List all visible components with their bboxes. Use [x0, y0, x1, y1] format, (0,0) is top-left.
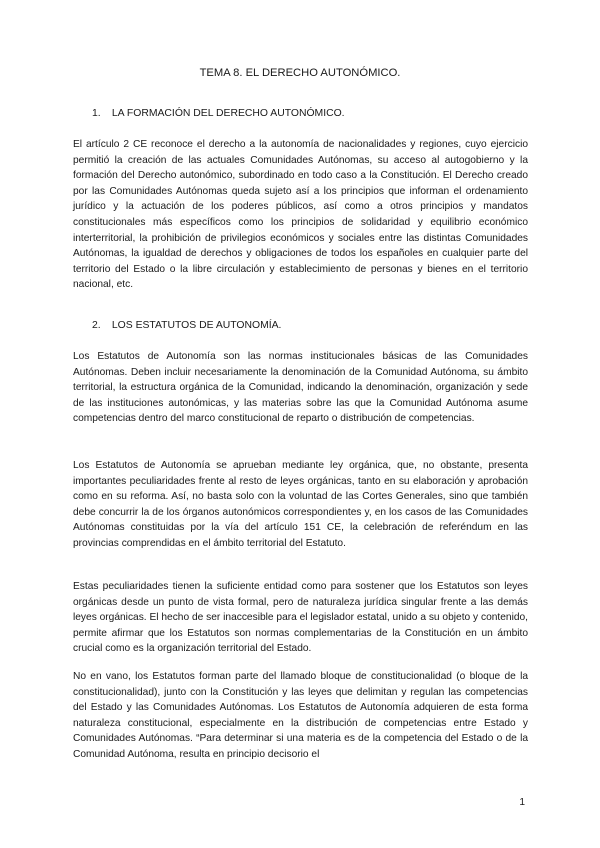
- paragraph: Los Estatutos de Autonomía se aprueban mediante ley orgánica, que, no obstante, presenta importantes peculiaridades frente al resto de leyes orgánicas, tanto en su elaboración y aprobación como en su reforma. Así, no basta solo con la voluntad de las Cortes Generales, sino que también debe concurrir la de los órganos autonómicos correspondientes y, en los casos de las Comunidades Autónomas constituidas por la vía del artículo 151 CE, la celebración de referéndum en las provincias comprendidas en el ámbito territorial del Estatuto.: [73, 460, 528, 549]
- section-title: LOS ESTATUTOS DE AUTONOMÍA.: [111, 320, 282, 331]
- section-number: 2.: [92, 320, 101, 331]
- paragraph: Los Estatutos de Autonomía son las normas institucionales básicas de las Comunidades Autónomas. Deben incluir necesariamente la denominación de la Comunidad Autónoma, su ámbito territorial, la estructura orgánica de la Comunidad, indicando la denominación, organización y sede de las instituciones autonómicas, y las materias sobre las que la Comunidad Autónoma asume competencias dentro del marco constitucional de reparto o distribución de competencias.: [73, 351, 528, 425]
- paragraph: No en vano, los Estatutos forman parte del llamado bloque de constitucionalidad (o bloque de la constitucionalidad), junto con la Constitución y las leyes que delimitan y regulan las competencias del Estado y las Comunidades Autónomas. Los Estatutos de Autonomía adquieren de esta forma naturaleza constitucional, especialmente en la distribución de competencias entre Estado y Comunidades Autónomas. “Para determinar si una materia es de la competencia del Estado o de la Comunidad Autónoma, resulta en principio decisorio el: [73, 671, 528, 760]
- page-title: TEMA 8. EL DERECHO AUTONÓMICO.: [199, 67, 401, 79]
- page-number: 1: [519, 797, 525, 808]
- section-number: 1.: [92, 108, 101, 119]
- section-title: LA FORMACIÓN DEL DERECHO AUTONÓMICO.: [111, 108, 345, 119]
- paragraph: El artículo 2 CE reconoce el derecho a la autonomía de nacionalidades y regiones, cuyo ejercicio permitió la creación de las actuales Comunidades Autónomas, su acceso al autogobierno y la formación del Derecho autonómico, subordinado en todo caso a la Constitución. El Derecho creado por las Comunidades Autónomas queda sujeto así a los principios que informan el ordenamiento jurídico y la actuación de los poderes públicos, así como a otros principios y mandatos constitucionales más específicos como los principios de solidaridad y equilibrio económico interterritorial, la prohibición de privilegios económicos y sociales entre las distintas Comunidades Autónomas, la igualdad de derechos y obligaciones de todos los españoles en cualquier parte del territorio del Estado o la libre circulación y establecimiento de personas y bienes en el territorio nacional, etc.: [73, 139, 528, 291]
- section-heading-1: [92, 107, 345, 121]
- section-heading-2: [92, 319, 281, 333]
- paragraph: Estas peculiaridades tienen la suficiente entidad como para sostener que los Estatutos son leyes orgánicas desde un punto de vista formal, pero de naturaleza jurídica singular frente a las demás leyes orgánicas. El hecho de ser inaccesible para el legislador estatal, unido a su objeto y contenido, permite afirmar que los Estatutos son normas complementarias de la Constitución en un ámbito crucial como es la organización territorial del Estado.: [73, 581, 528, 655]
